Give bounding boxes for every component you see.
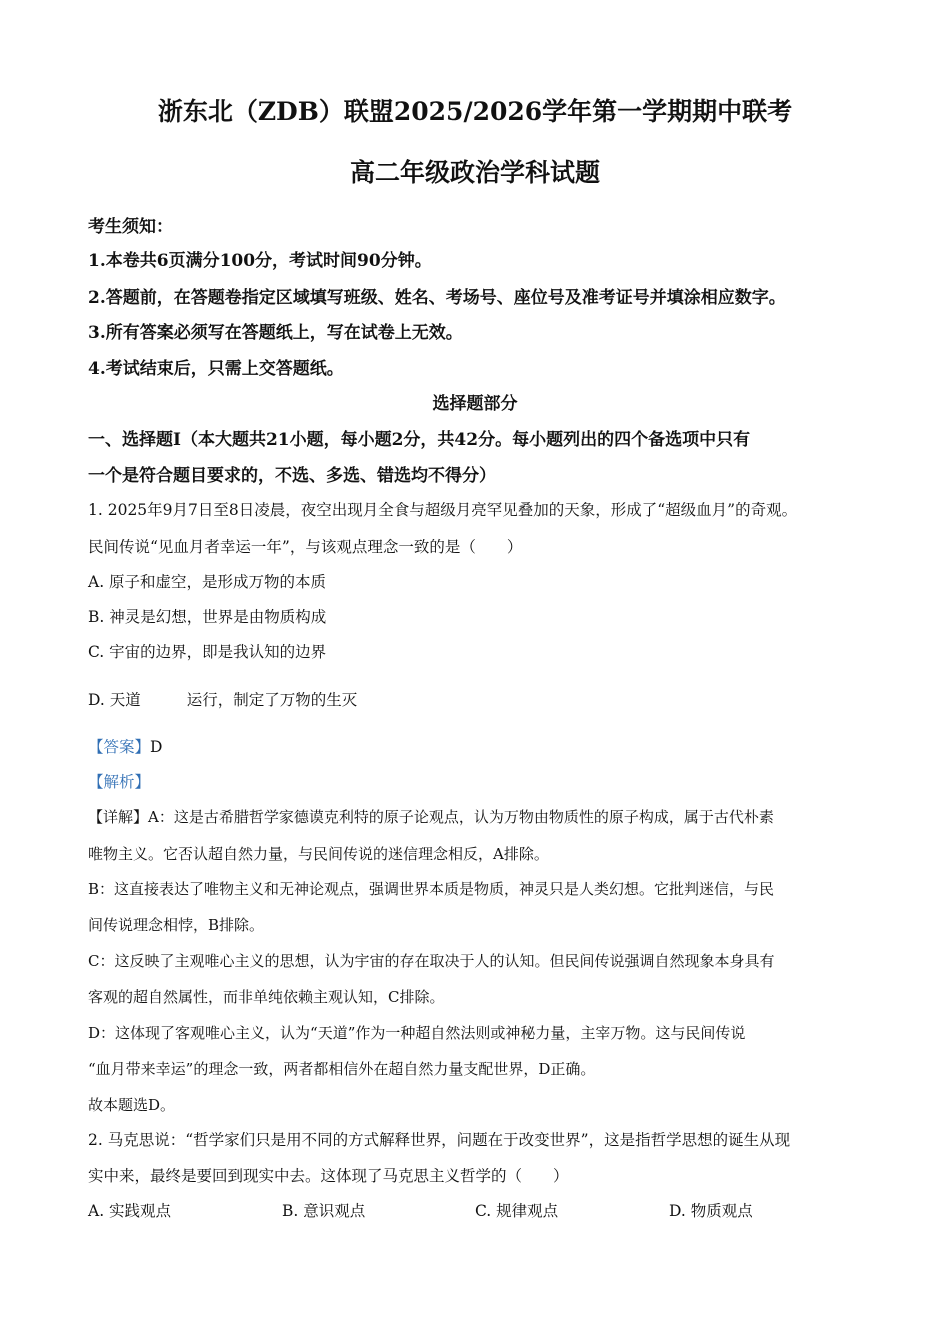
analysis-label: 【解析】: [88, 773, 151, 791]
explanation-line: 【详解】A：这是古希腊哲学家德谟克利特的原子论观点，认为万物由物质性的原子构成，属于古代朴素: [88, 808, 774, 826]
answer-label: 【答案】: [88, 738, 151, 756]
explanation-line: “血月带来幸运”的理念一致，两者都相信外在超自然力量支配世界，D正确。: [88, 1060, 596, 1078]
section-title: 选择题部分: [432, 394, 518, 414]
explanation-conclusion: 故本题选D。: [88, 1096, 176, 1114]
notice-item: 4.考试结束后，只需上交答题纸。: [88, 359, 344, 379]
explanation-line: 间传说理念相悖，B排除。: [88, 916, 265, 934]
question-1-stem: 民间传说“见血月者幸运一年”，与该观点理念一致的是（ ）: [88, 538, 523, 556]
question-1-stem: 1. 2025年9月7日至8日凌晨，夜空出现月全食与超级月亮罕见叠加的天象，形成了“超级血月”的奇观。: [88, 501, 798, 519]
answer-line: [88, 735, 162, 757]
question-2-option-b: B. 意识观点: [282, 1202, 366, 1220]
question-1-option-b: B. 神灵是幻想，世界是由物质构成: [88, 608, 327, 626]
option-d-text: 运行，制定了万物的生灭: [186, 691, 358, 709]
exam-subtitle: 高二年级政治学科试题: [349, 158, 600, 187]
question-2-stem: 2. 马克思说：“哲学家们只是用不同的方式解释世界，问题在于改变世界”，这是指哲学思想的诞生从现: [88, 1131, 791, 1149]
answer-value: D: [150, 738, 163, 756]
explanation-line: C：这反映了主观唯心主义的思想，认为宇宙的存在取决于人的认知。但民间传说强调自然现象本身具有: [88, 952, 775, 970]
question-2-stem: 实中来，最终是要回到现实中去。这体现了马克思主义哲学的（ ）: [88, 1167, 569, 1185]
question-2-option-a: A. 实践观点: [88, 1202, 172, 1220]
explanation-line: D：这体现了客观唯心主义，认为“天道”作为一种超自然法则或神秘力量，主宰万物。这与民间传说: [88, 1024, 746, 1042]
question-1-option-c: C. 宇宙的边界，即是我认知的边界: [88, 643, 327, 661]
explanation-line: B：这直接表达了唯物主义和无神论观点，强调世界本质是物质，神灵只是人类幻想。它批判迷信，与民: [88, 880, 775, 898]
explanation-line: 客观的超自然属性，而非单纯依赖主观认知，C排除。: [88, 988, 445, 1006]
option-d-label: D. 天道: [88, 691, 141, 709]
question-1-option-d: [88, 688, 357, 710]
question-2-option-d: D. 物质观点: [669, 1202, 753, 1220]
question-1-option-a: A. 原子和虚空，是形成万物的本质: [88, 573, 327, 591]
section-instruction: 一个是符合题目要求的，不选、多选、错选均不得分）: [88, 466, 496, 486]
exam-title: 浙东北（ZDB）联盟2025/2026学年第一学期期中联考: [157, 97, 793, 126]
notice-item: 3.所有答案必须写在答题纸上，写在试卷上无效。: [88, 323, 463, 343]
notice-item: 1.本卷共6页满分100分，考试时间90分钟。: [88, 251, 432, 271]
notice-item: 2.答题前，在答题卷指定区域填写班级、姓名、考场号、座位号及准考证号并填涂相应数字。: [88, 288, 786, 308]
section-instruction: 一、选择题Ⅰ（本大题共21小题，每小题2分，共42分。每小题列出的四个备选项中只有: [88, 430, 751, 450]
question-2-option-c: C. 规律观点: [475, 1202, 559, 1220]
notice-heading: 考生须知：: [88, 217, 173, 237]
explanation-line: 唯物主义。它否认超自然力量，与民间传说的迷信理念相反，A排除。: [88, 845, 549, 863]
